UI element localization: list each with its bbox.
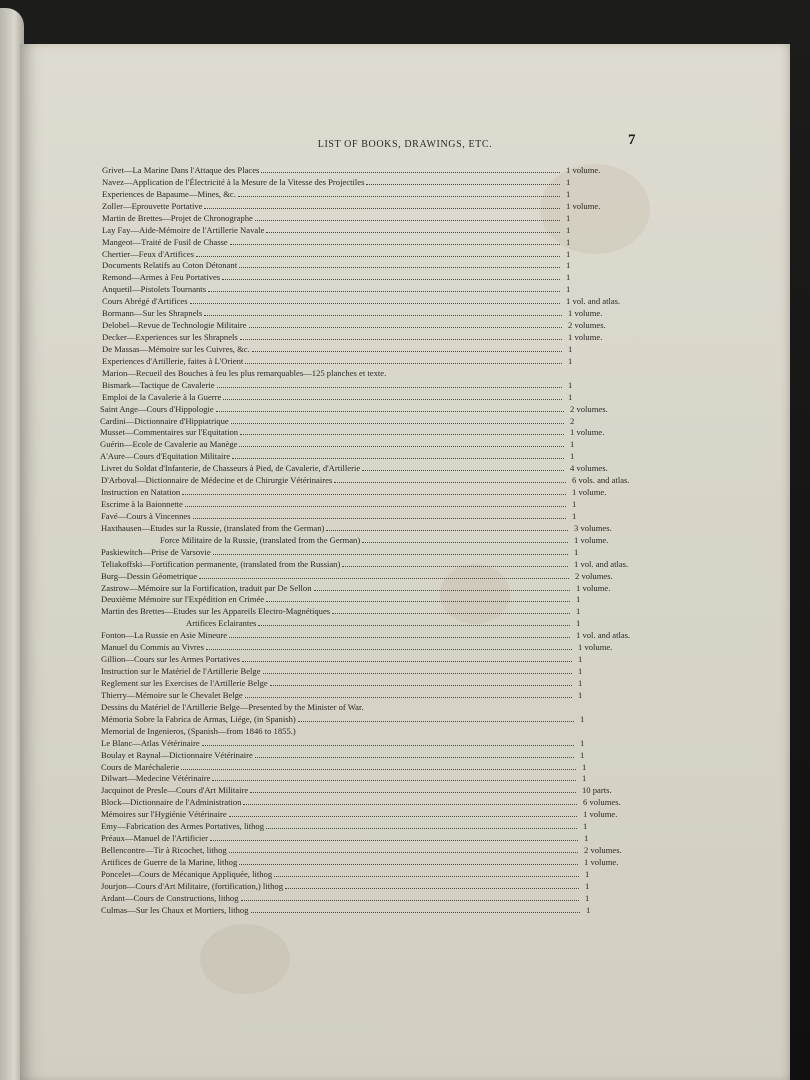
- entry-quantity: 1 volume.: [576, 582, 611, 593]
- entry-title: Memorial de Ingenieros, (Spanish—from 1846 to 1855.): [101, 725, 296, 736]
- list-entry: [100, 416, 566, 427]
- list-entry: [102, 284, 562, 295]
- entry-title: Haxthausen—Etudes sur la Russie, (translated from the German): [101, 522, 325, 533]
- list-entry: [101, 893, 581, 904]
- entry-quantity: 3 volumes.: [574, 522, 612, 533]
- entry-title: Guérin—Ecole de Cavalerie au Manège: [100, 439, 238, 450]
- entry-title: Deuxième Mémoire sur l'Expédition en Crimée: [101, 594, 265, 605]
- leader-dots: [208, 284, 560, 292]
- entry-quantity: 1: [580, 713, 585, 724]
- list-entry: [101, 773, 578, 784]
- entry-quantity: 1 volume.: [572, 487, 607, 498]
- list-entry: [100, 404, 566, 415]
- list-entry: [101, 511, 568, 522]
- leader-dots: [231, 416, 564, 424]
- list-entry: [101, 750, 576, 761]
- entry-quantity: 2 volumes.: [584, 845, 622, 855]
- list-entry: [102, 165, 562, 176]
- entry-title: Instruction sur le Matériel de l'Artillerie Belge: [101, 666, 261, 677]
- entry-title: Chertier—Feux d'Artifices: [102, 248, 194, 259]
- entry-title: Artifices de Guerre de la Marine, lithog: [101, 856, 238, 867]
- entry-quantity: 1: [566, 260, 571, 271]
- page-number: 7: [628, 132, 636, 148]
- entry-quantity: 10 parts.: [582, 785, 612, 796]
- entry-title: Bormann—Sur les Shrapnels: [102, 308, 203, 319]
- list-entry: [101, 547, 570, 558]
- entry-quantity: 1: [568, 379, 573, 390]
- page-header: LIST OF BOOKS, DRAWINGS, ETC.: [317, 139, 493, 150]
- entry-title: Decker—Experiences sur les Shrapnels: [102, 332, 238, 343]
- list-entry: [101, 702, 700, 713]
- leader-dots: [362, 535, 568, 543]
- list-entry: [160, 535, 570, 546]
- list-entry: [101, 463, 566, 474]
- entry-quantity: 1: [566, 176, 571, 187]
- leader-dots: [298, 714, 574, 722]
- entry-quantity: 1: [568, 343, 573, 354]
- list-entry: [102, 201, 562, 212]
- leader-dots: [255, 213, 560, 221]
- list-entry: [101, 487, 568, 498]
- entry-quantity: 1 vol. and atlas.: [566, 296, 621, 307]
- entry-title: Emy—Fabrication des Armes Portatives, lithog: [101, 821, 265, 832]
- leader-dots: [240, 427, 564, 435]
- leader-dots: [332, 606, 570, 614]
- entry-title: Artifices Eclairantes: [186, 618, 257, 629]
- entry-quantity: 1 volume.: [568, 308, 603, 319]
- entry-title: Mémoires sur l'Hygiénie Vétérinaire: [101, 809, 227, 820]
- list-entry: [101, 559, 570, 570]
- leader-dots: [245, 690, 572, 698]
- leader-dots: [230, 237, 560, 245]
- entry-title: Navez—Application de l'Électricité à la Mesure de la Vitesse des Projectiles: [102, 176, 365, 187]
- entry-quantity: 1: [578, 677, 583, 688]
- entry-quantity: 1: [582, 773, 587, 784]
- list-entry: [101, 857, 580, 868]
- entry-quantity: 2 volumes.: [570, 403, 608, 414]
- entry-quantity: 1: [580, 737, 585, 748]
- leader-dots: [204, 308, 562, 316]
- list-entry: [101, 714, 576, 725]
- list-entry: [102, 308, 564, 319]
- leader-dots: [232, 451, 564, 459]
- entry-title: Mangeot—Traité de Fusil de Chasse: [102, 236, 228, 247]
- leader-dots: [342, 559, 568, 567]
- list-entry: [102, 380, 564, 391]
- entry-quantity: 1: [566, 224, 571, 235]
- list-entry: [102, 368, 700, 379]
- leader-dots: [212, 773, 576, 781]
- leader-dots: [206, 642, 572, 650]
- entry-title: Livret du Soldat d'Infanterie, de Chasseurs à Pied, de Cavalerie, d'Artillerie: [101, 463, 361, 474]
- entry-title: Experiences de Bapaume—Mines, &c.: [102, 188, 236, 199]
- leader-dots: [251, 905, 580, 913]
- entry-title: Anquetil—Pistolets Tournants: [102, 284, 207, 295]
- entry-title: Martin des Brettes—Etudes sur les Appareils Electro-Magnétiques: [101, 606, 331, 617]
- entry-title: Paskiewitch—Prise de Varsovie: [101, 546, 211, 557]
- leader-dots: [252, 344, 562, 352]
- entry-title: Teliakoffski—Fortification permanente, (translated from the Russian): [101, 558, 341, 569]
- entry-title: Saint Ange—Cours d'Hippologie: [100, 403, 214, 414]
- list-entry: [102, 225, 562, 236]
- entry-title: Grivet—La Marine Dans l'Attaque des Places: [102, 165, 260, 175]
- list-entry: [101, 690, 574, 701]
- entry-quantity: 1: [572, 510, 577, 521]
- leader-dots: [204, 201, 560, 209]
- leader-dots: [238, 189, 560, 197]
- entry-quantity: 1 volume.: [578, 642, 613, 653]
- leader-dots: [217, 380, 562, 388]
- leader-dots: [266, 594, 570, 602]
- list-entry: [102, 237, 562, 248]
- entry-quantity: 6 volumes.: [583, 797, 621, 808]
- entry-quantity: 1 volume.: [566, 200, 601, 211]
- list-entry: [101, 499, 568, 510]
- entry-quantity: 1: [584, 833, 589, 844]
- entry-title: Ardant—Cours de Constructions, lithog: [101, 892, 239, 903]
- list-entry: [101, 833, 580, 844]
- list-entry: [101, 905, 582, 916]
- leader-dots: [229, 809, 577, 817]
- entry-quantity: 1 volume.: [574, 534, 609, 545]
- entry-title: Culmas—Sur les Chaux et Mortiers, lithog: [101, 904, 249, 915]
- entry-quantity: 1 volume.: [566, 165, 601, 175]
- entry-title: Fonton—La Russie en Asie Mineure: [101, 630, 228, 641]
- entry-title: Remond—Armes à Feu Portatives: [102, 272, 221, 283]
- entry-quantity: 2 volumes.: [568, 320, 606, 331]
- list-entry: [101, 654, 574, 665]
- list-entry: [101, 809, 579, 820]
- list-entry: [102, 296, 562, 307]
- entry-title: D'Arboval—Dictionnaire de Médecine et de Chirurgie Vétérinaires: [101, 475, 333, 486]
- list-entry: [102, 332, 564, 343]
- leader-dots: [223, 392, 562, 400]
- entry-title: Force Militaire de la Russie, (translated from the German): [160, 534, 361, 545]
- entry-quantity: 1: [586, 904, 591, 915]
- leader-dots: [199, 571, 569, 579]
- entry-title: De Massas—Mémoire sur les Cuivres, &c.: [102, 343, 250, 354]
- entry-title: Documents Relatifs au Coton Détonant: [102, 260, 238, 271]
- entry-quantity: 1: [574, 546, 579, 557]
- list-entry: [100, 427, 566, 438]
- entry-title: Bellencontre—Tir à Ricochet, lithog: [101, 845, 227, 855]
- leader-dots: [239, 439, 564, 447]
- entry-quantity: 6 vols. and atlas.: [572, 475, 630, 486]
- entry-title: Préaux—Manuel de l'Artificier: [101, 833, 209, 844]
- entry-quantity: 1 volume.: [584, 856, 619, 867]
- entry-quantity: 1: [570, 451, 575, 462]
- entry-quantity: 1: [566, 212, 571, 223]
- list-entry: [101, 642, 574, 653]
- list-entry: [101, 571, 571, 582]
- list-entry: [101, 630, 572, 641]
- leader-dots: [261, 165, 560, 173]
- leader-dots: [213, 547, 568, 555]
- leader-dots: [334, 475, 566, 483]
- list-entry: [101, 666, 574, 677]
- entry-quantity: 1: [568, 391, 573, 402]
- entry-title: Emploi de la Cavalerie à la Guerre: [102, 391, 222, 402]
- leader-dots: [229, 845, 578, 853]
- entry-title: Poncelet—Cours de Mécanique Appliquée, lithog: [101, 868, 273, 879]
- entry-title: Zastrow—Mémoire sur la Fortification, traduit par De Sellon: [101, 582, 312, 593]
- entry-quantity: 1: [583, 821, 588, 832]
- leader-dots: [366, 177, 560, 185]
- list-entry: [100, 439, 566, 450]
- entry-title: Dilwart—Medecine Vétérinaire: [101, 773, 211, 784]
- entry-title: Block—Dictionnaire de l'Administration: [101, 797, 242, 808]
- list-entry: [186, 618, 572, 629]
- leader-dots: [182, 487, 566, 495]
- entry-title: Instruction en Natation: [101, 487, 181, 498]
- leader-dots: [243, 797, 577, 805]
- list-entry: [101, 738, 576, 749]
- entry-quantity: 1: [578, 666, 583, 677]
- entry-title: Cardini—Dictionnaire d'Hippiatrique: [100, 415, 229, 426]
- leader-dots: [222, 272, 560, 280]
- leader-dots: [239, 260, 560, 268]
- list-entry: [102, 356, 564, 367]
- leader-dots: [216, 404, 564, 412]
- leader-dots: [263, 666, 572, 674]
- leader-dots: [210, 833, 578, 841]
- entry-title: Le Blanc—Atlas Vétérinaire: [101, 737, 200, 748]
- entry-title: Thierry—Mémoire sur le Chevalet Belge: [101, 689, 243, 700]
- entry-quantity: 1: [585, 880, 590, 891]
- entry-quantity: 1: [566, 236, 571, 247]
- list-entry: [102, 189, 562, 200]
- list-entry: [102, 260, 562, 271]
- leader-dots: [326, 523, 568, 531]
- leader-dots: [185, 499, 566, 507]
- leader-dots: [245, 356, 562, 364]
- list-entry: [101, 869, 581, 880]
- list-entry: [102, 177, 562, 188]
- list-entry: [102, 272, 562, 283]
- list-entry: [101, 475, 568, 486]
- entry-quantity: 1: [576, 618, 581, 629]
- list-entry: [102, 344, 564, 355]
- list-entry: [102, 392, 564, 403]
- entry-title: Lay Fay—Aide-Mémoire de l'Artillerie Navale: [102, 224, 265, 235]
- entry-title: Mémoria Sobre la Fabrica de Armas, Liége, (in Spanish): [101, 713, 296, 724]
- leader-dots: [266, 821, 577, 829]
- entry-title: Favé—Cours à Vincennes: [101, 510, 191, 521]
- leader-dots: [193, 511, 566, 519]
- entry-quantity: 2: [570, 415, 575, 426]
- entry-quantity: 1: [566, 188, 571, 199]
- entry-quantity: 4 volumes.: [570, 463, 608, 474]
- entry-title: Manuel du Commis au Vivres: [101, 642, 204, 653]
- entry-title: Burg—Dessin Géometrique: [101, 570, 198, 581]
- entry-quantity: 1: [568, 355, 573, 366]
- entry-title: Musset—Commentaires sur l'Equitation: [100, 427, 239, 438]
- leader-dots: [202, 738, 574, 746]
- entry-quantity: 1: [566, 284, 571, 295]
- leader-dots: [274, 869, 579, 877]
- entry-title: Zoller—Eprouvette Portative: [102, 200, 203, 211]
- leader-dots: [250, 785, 576, 793]
- entry-title: Jacquinot de Presle—Cours d'Art Militaire: [101, 785, 249, 796]
- list-entry: [101, 523, 570, 534]
- entry-title: Boulay et Raynal—Dictionnaire Vétérinaire: [101, 749, 253, 760]
- list-entry: [101, 762, 578, 773]
- leader-dots: [241, 893, 580, 901]
- leader-dots: [270, 678, 572, 686]
- entry-quantity: 1 vol. and atlas.: [574, 558, 629, 569]
- list-entry: [101, 821, 579, 832]
- list-entry: [101, 797, 579, 808]
- leader-dots: [249, 320, 562, 328]
- entry-quantity: 1 vol. and atlas.: [576, 630, 631, 641]
- entry-quantity: 2 volumes.: [575, 570, 613, 581]
- entry-title: Delobel—Revue de Technologie Militaire: [102, 320, 247, 331]
- leader-dots: [239, 857, 578, 865]
- entry-title: Marion—Recueil des Bouches à feu les plus remarquables—125 planches et texte.: [102, 367, 387, 378]
- entry-quantity: 1: [582, 761, 587, 772]
- leader-dots: [229, 630, 570, 638]
- entry-quantity: 1 volume.: [583, 809, 618, 820]
- entry-title: Reglement sur les Exercises de l'Artillerie Belge: [101, 677, 268, 688]
- leader-dots: [190, 296, 560, 304]
- list-entry: [102, 249, 562, 260]
- list-entry: [101, 881, 581, 892]
- entry-quantity: 1: [566, 272, 571, 283]
- leader-dots: [240, 332, 562, 340]
- list-entry: [101, 594, 572, 605]
- entry-quantity: 1: [576, 594, 581, 605]
- entry-title: Dessins du Matériel de l'Artillerie Belge—Presented by the Minister of War.: [101, 701, 364, 712]
- list-entry: [102, 213, 562, 224]
- entry-quantity: 1: [580, 749, 585, 760]
- entry-quantity: 1: [566, 248, 571, 259]
- leader-dots: [362, 463, 564, 471]
- entry-title: Gillion—Cours sur les Armes Portatives: [101, 654, 240, 665]
- entry-title: Cours Abrégé d'Artifices: [102, 296, 188, 307]
- entry-quantity: 1: [572, 499, 577, 510]
- entry-quantity: 1: [585, 892, 590, 903]
- leader-dots: [314, 583, 571, 591]
- entry-quantity: 1: [570, 439, 575, 450]
- entry-quantity: 1 volume.: [570, 427, 605, 438]
- leader-dots: [181, 762, 576, 770]
- list-entry: [101, 583, 572, 594]
- list-entry: [101, 726, 700, 737]
- entry-title: Bismark—Tactique de Cavalerie: [102, 379, 215, 390]
- entry-quantity: 1: [578, 689, 583, 700]
- entry-quantity: 1: [578, 654, 583, 665]
- entry-quantity: 1 volume.: [568, 332, 603, 343]
- list-entry: [101, 606, 572, 617]
- list-entry: [101, 845, 580, 856]
- entry-title: Escrime à la Baionnette: [101, 499, 183, 510]
- entry-title: Cours de Maréchalerie: [101, 761, 180, 772]
- list-entry: [100, 451, 566, 462]
- leader-dots: [255, 750, 574, 758]
- entry-title: Experiences d'Artillerie, faites à L'Orient: [102, 355, 244, 366]
- entry-title: Martin de Brettes—Projet de Chronographe: [102, 212, 253, 223]
- leader-dots: [242, 654, 572, 662]
- leader-dots: [258, 618, 570, 626]
- leader-dots: [196, 249, 560, 257]
- list-entry: [101, 785, 578, 796]
- entry-title: Jourjon—Cours d'Art Militaire, (fortification,) lithog: [101, 880, 283, 891]
- leader-dots: [285, 881, 579, 889]
- list-entry: [102, 320, 564, 331]
- leader-dots: [266, 225, 560, 233]
- entry-quantity: 1: [576, 606, 581, 617]
- list-entry: [101, 678, 574, 689]
- entry-quantity: 1: [585, 868, 590, 879]
- entry-title: A'Aure—Cours d'Equitation Militaire: [100, 451, 231, 462]
